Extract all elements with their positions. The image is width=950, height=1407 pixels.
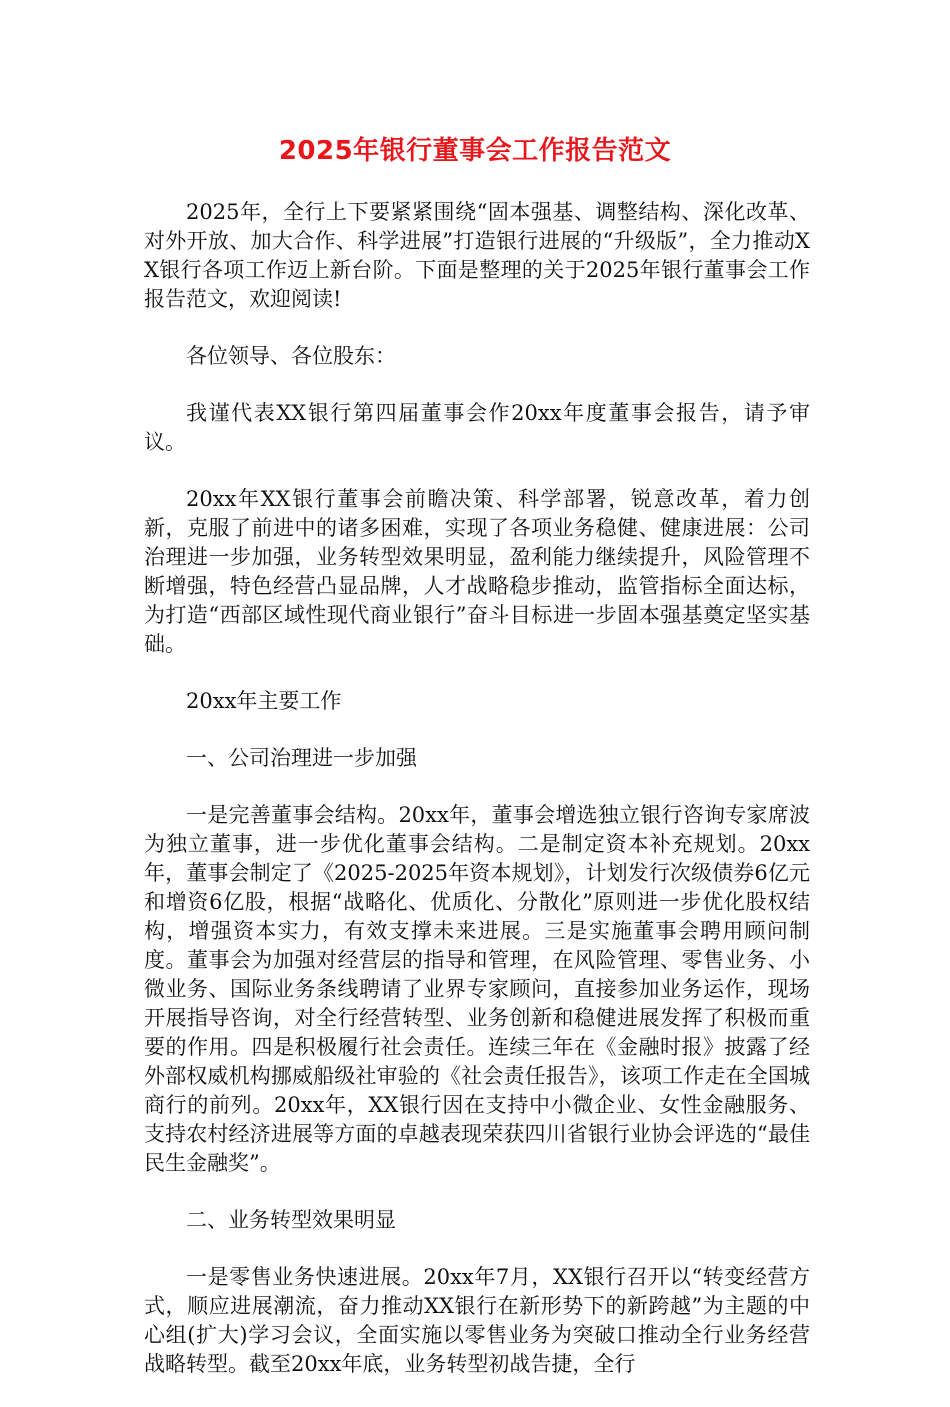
document-title: 2025年银行董事会工作报告范文 [278, 136, 672, 166]
report-paragraph-3: 一是完善董事会结构。20xx年，董事会增选独立银行咨询专家席波为独立董事，进一步优化董事会结构。二是制定资本补充规划。20xx年，董事会制定了《2025-2025年资本规划》，计划发行次级债券6亿元和增资6亿股，根据“战略化、优质化、分散化”原则进一步优化股权结构，增强资本实力，有效支撑未来进展。三是实施董事会聘用顾问制度。董事会为加强对经营层的指导和管理，在风险管理、零售业务、小微业务、国际业务条线聘请了业界专家顾问，直接参加业务运作，现场开展指导咨询，对全行经营转型、业务创新和稳健进展发挥了积极而重要的作用。四是积极履行社会责任。连续三年在《金融时报》披露了经外部权威机构挪威船级社审验的《社会责任报告》，该项工作走在全国城商行的前列。20xx年，XX银行因在支持中小微企业、女性金融服务、支持农村经济进展等方面的卓越表现荣获四川省银行业协会评选的“最佳民生金融奖”。 [144, 803, 810, 1175]
greeting-paragraph: 各位领导、各位股东： [186, 344, 396, 368]
section-heading-1: 一、公司治理进一步加强 [186, 746, 417, 770]
section-heading-main-work: 20xx年主要工作 [186, 689, 342, 713]
report-paragraph-1: 我谨代表XX银行第四届董事会作20xx年度董事会报告，请予审议。 [144, 401, 810, 454]
section-heading-2: 二、业务转型效果明显 [186, 1208, 396, 1232]
report-paragraph-4: 一是零售业务快速进展。20xx年7月，XX银行召开以“转变经营方式，顺应进展潮流，奋力推动XX银行在新形势下的新跨越”为主题的中心组(扩大)学习会议，全面实施以零售业务为突破口推动全行业务经营战略转型。截至20xx年底，业务转型初战告捷，全行 [144, 1265, 810, 1376]
document-body [144, 198, 810, 1407]
intro-paragraph: 2025年，全行上下要紧紧围绕“固本强基、调整结构、深化改革、对外开放、加大合作、科学进展”打造银行进展的“升级版”，全力推动XX银行各项工作迈上新台阶。下面是整理的关于2025年银行董事会工作报告范文，欢迎阅读! [144, 200, 810, 311]
report-paragraph-2: 20xx年XX银行董事会前瞻决策、科学部署，锐意改革，着力创新，克服了前进中的诸多困难，实现了各项业务稳健、健康进展：公司治理进一步加强，业务转型效果明显，盈利能力继续提升，风险管理不断增强，特色经营凸显品牌，人才战略稳步推动，监管指标全面达标，为打造“西部区域性现代商业银行”奋斗目标进一步固本强基奠定坚实基础。 [144, 487, 810, 656]
